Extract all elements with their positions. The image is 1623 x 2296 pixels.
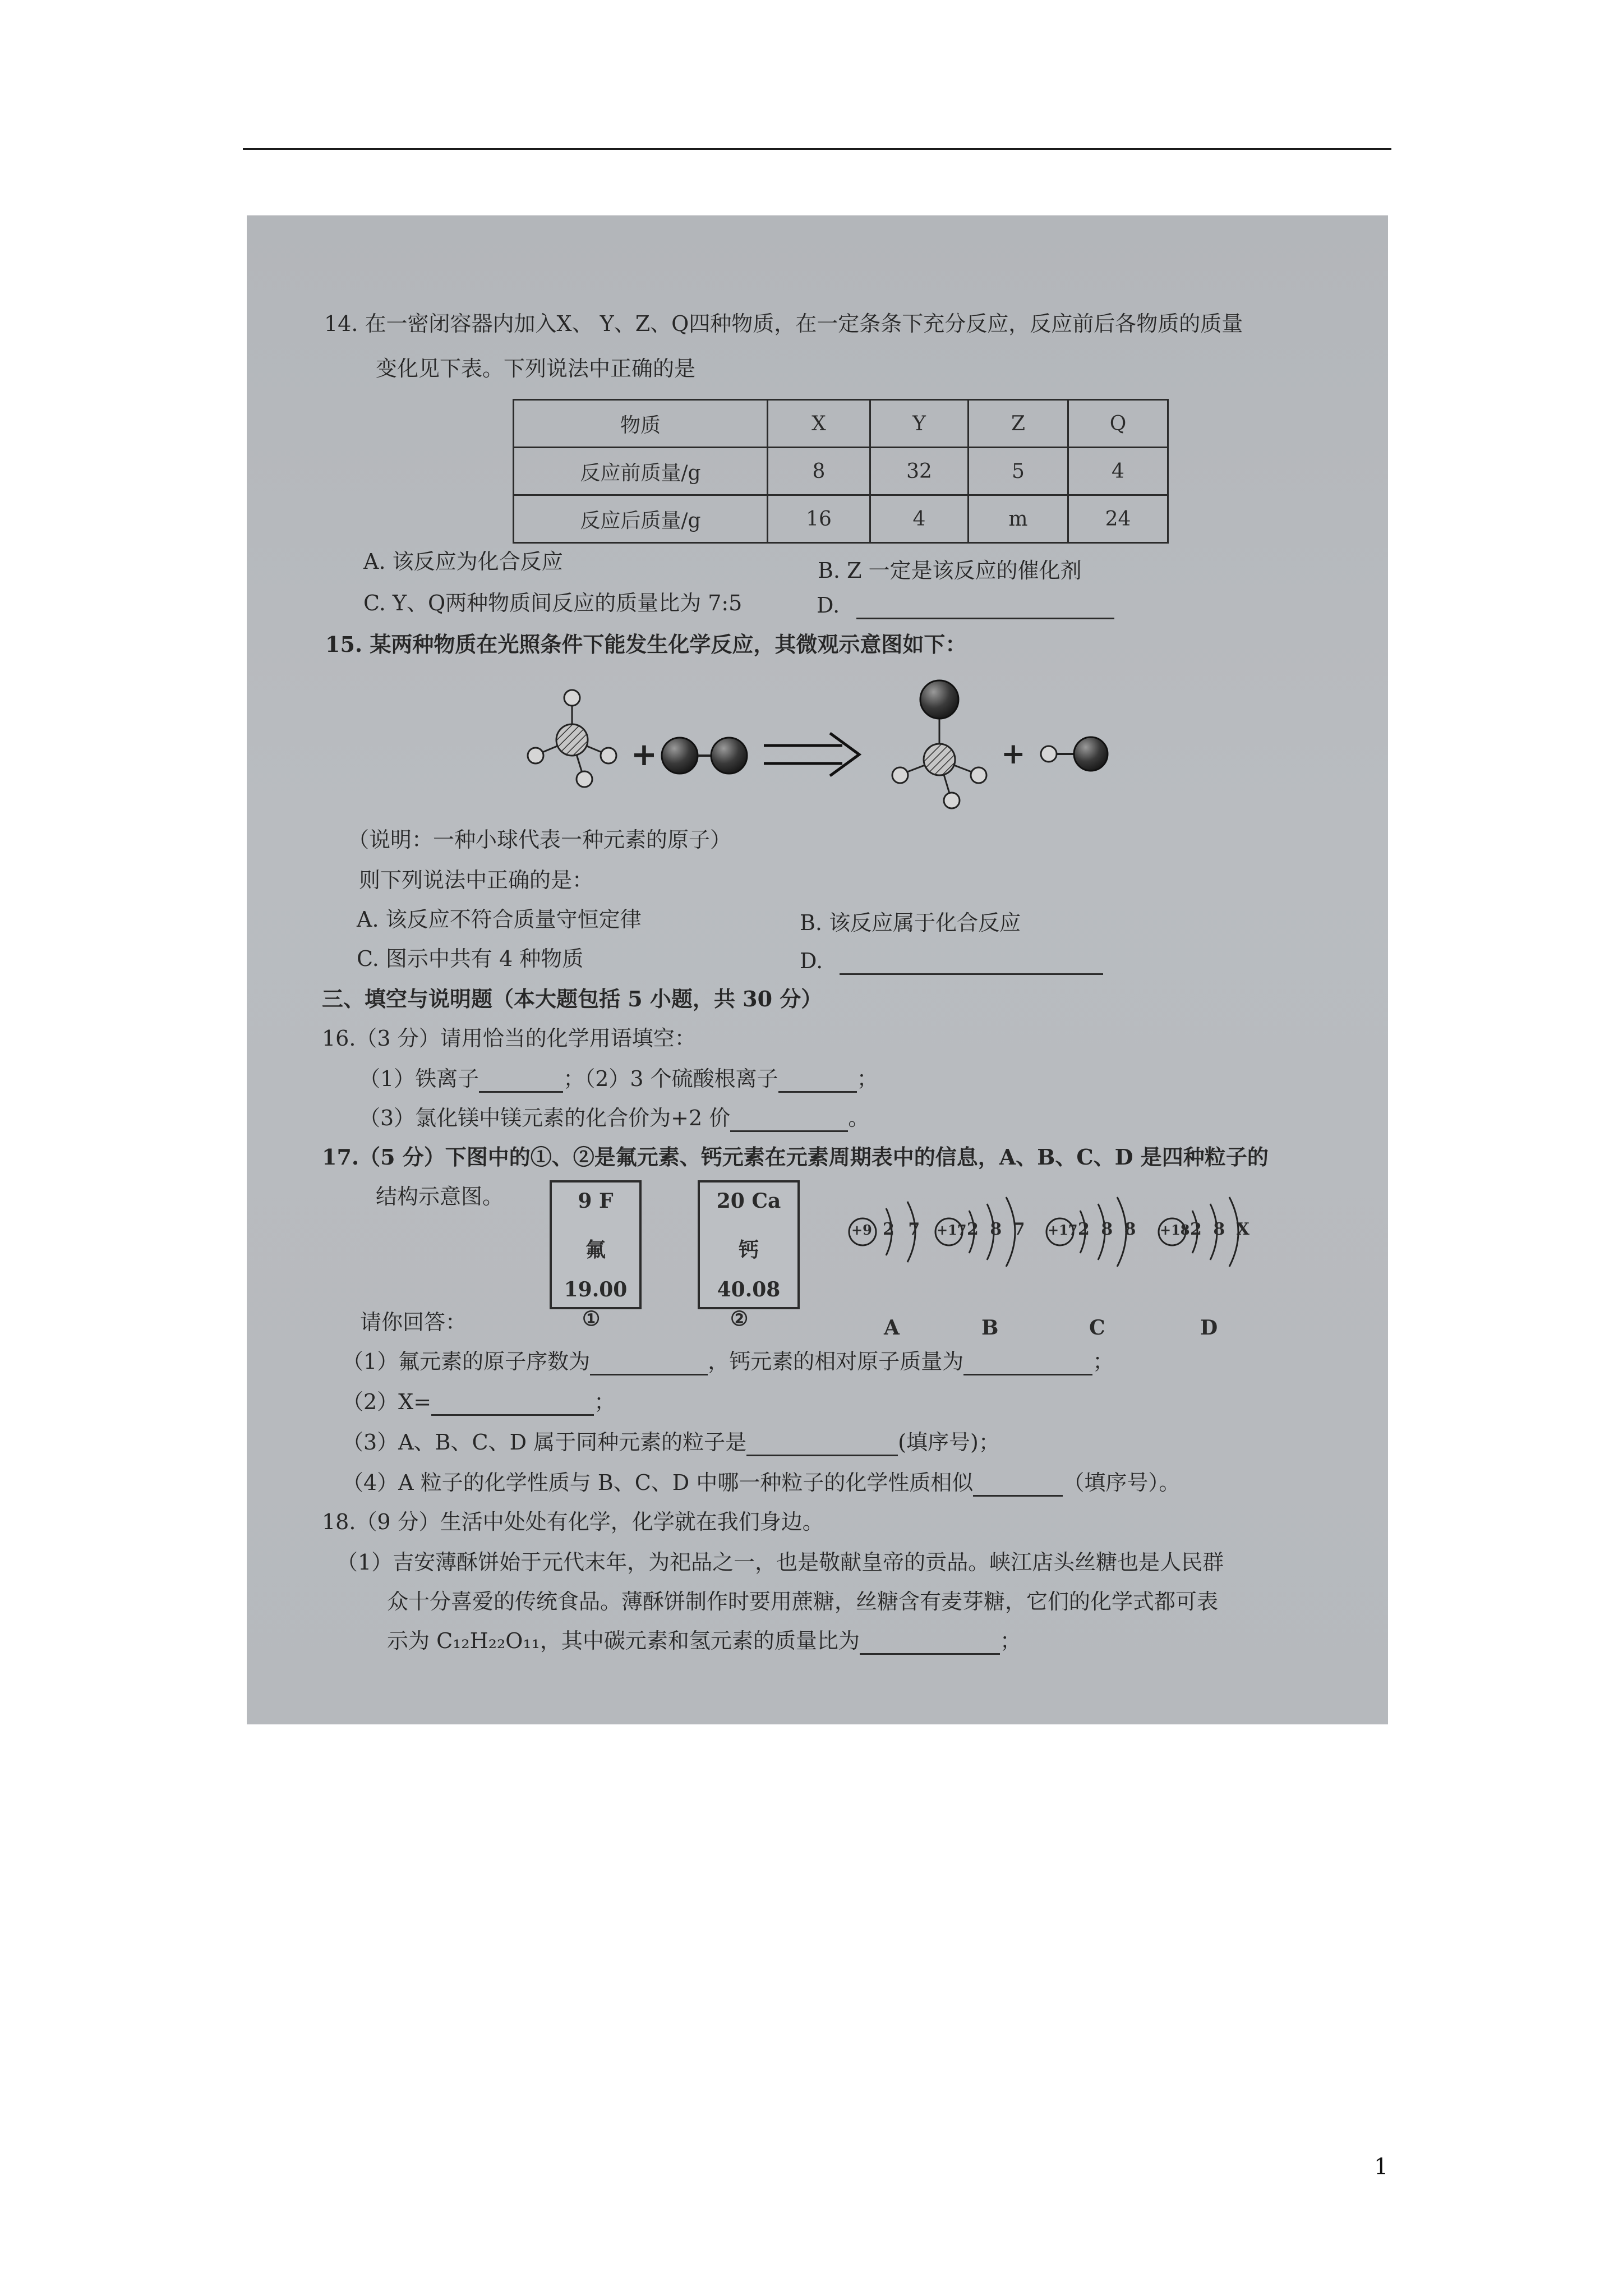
atom-b-shells: 2 8 7 bbox=[967, 1220, 1025, 1239]
calcium-tag: ② bbox=[730, 1307, 749, 1331]
q16-line2 bbox=[359, 1104, 869, 1132]
atom-c-shells: 2 8 8 bbox=[1078, 1220, 1136, 1239]
q17-a3-label: （3）A、B、C、D 属于同种元素的粒子是 bbox=[342, 1430, 747, 1455]
q16-blank-1 bbox=[479, 1069, 563, 1093]
q17-stem-line2: 结构示意图。 bbox=[376, 1184, 504, 1209]
q15-reaction-diagram bbox=[510, 667, 1329, 830]
atom-diagram-c bbox=[1043, 1186, 1161, 1276]
q17-answer-1 bbox=[342, 1347, 1114, 1375]
atom-d-label: D bbox=[1200, 1316, 1218, 1340]
table-cell: 4 bbox=[870, 495, 969, 543]
table-cell: Q bbox=[1068, 400, 1168, 448]
table-cell: 24 bbox=[1068, 495, 1168, 543]
table-cell: Y bbox=[870, 400, 969, 448]
atom-diagram-b bbox=[932, 1186, 1050, 1276]
calcium-number-symbol: 20 Ca bbox=[716, 1189, 781, 1213]
table-header-row bbox=[514, 400, 1168, 448]
fluorine-mass: 19.00 bbox=[564, 1278, 628, 1301]
q17-ask: 请你回答： bbox=[360, 1310, 467, 1335]
q17-answer-3 bbox=[342, 1428, 1000, 1456]
atom-d-shells: 2 8 X bbox=[1190, 1220, 1249, 1239]
fluorine-name: 氟 bbox=[585, 1238, 606, 1262]
q15-option-d bbox=[800, 947, 1103, 975]
q17-a1-label: （1）氟元素的原子序数为 bbox=[342, 1349, 591, 1374]
q17-blank-5 bbox=[973, 1473, 1063, 1497]
reaction-arrow bbox=[764, 733, 859, 776]
q18-p3-end: ； bbox=[999, 1628, 1021, 1653]
q15-ask: 则下列说法中正确的是： bbox=[359, 868, 594, 892]
q17-a3-end: (填序号)； bbox=[898, 1430, 1000, 1455]
table-cell: 4 bbox=[1068, 448, 1168, 495]
q18-paragraph-line2: 众十分喜爱的传统食品。薄酥饼制作时要用蔗糖，丝糖含有麦芽糖，它们的化学式都可表 bbox=[387, 1589, 1219, 1614]
q14-stem-line1: 14. 在一密闭容器内加入X、 Y、Z、Q四种物质，在一定条条下充分反应，反应前后各物质的质量 bbox=[324, 311, 1243, 336]
atom-d-nucleus: +18 bbox=[1160, 1222, 1190, 1238]
table-cell: m bbox=[969, 495, 1068, 543]
q15-option-b: B. 该反应属于化合反应 bbox=[800, 910, 1021, 935]
q14-stem-line2: 变化见下表。下列说法中正确的是 bbox=[376, 356, 696, 381]
q18-p3-label: 示为 C₁₂H₂₂O₁₁，其中碳元素和氢元素的质量比为 bbox=[387, 1628, 860, 1653]
q15-stem: 15. 某两种物质在光照条件下能发生化学反应，其微观示意图如下： bbox=[325, 632, 967, 657]
q17-a4-end: （填序号）。 bbox=[1063, 1470, 1181, 1495]
q16-stem: 16.（3 分）请用恰当的化学用语填空： bbox=[322, 1026, 696, 1051]
q16-blank-2 bbox=[778, 1069, 857, 1093]
table-cell: 8 bbox=[768, 448, 870, 495]
q18-stem: 18.（9 分）生活中处处有化学，化学就在我们身边。 bbox=[322, 1510, 824, 1534]
section-3-heading: 三、填空与说明题（本大题包括 5 小题，共 30 分） bbox=[322, 986, 823, 1011]
product-molecule-1 bbox=[892, 680, 986, 808]
q17-blank-4 bbox=[746, 1432, 898, 1456]
scanned-exam-photo bbox=[247, 215, 1388, 1724]
table-cell: 16 bbox=[768, 495, 870, 543]
atom-a-nucleus: +9 bbox=[851, 1222, 872, 1238]
q16-part3-label: （3）氯化镁中镁元素的化合价为+2 价 bbox=[359, 1106, 731, 1130]
q15-answer-blank bbox=[840, 951, 1103, 975]
q17-a1-label-2: ，钙元素的相对原子质量为 bbox=[708, 1349, 964, 1374]
q17-a2-label: （2）X= bbox=[342, 1389, 432, 1414]
q17-a4-label: （4）A 粒子的化学性质与 B、C、D 中哪一种粒子的化学性质相似 bbox=[342, 1470, 974, 1495]
fluorine-tag: ① bbox=[582, 1307, 601, 1331]
periodic-cell-calcium bbox=[698, 1180, 800, 1309]
q14-option-b: B. Z 一定是该反应的催化剂 bbox=[818, 558, 1082, 583]
q14-option-a: A. 该反应为化合反应 bbox=[363, 549, 563, 574]
svg-text:+: + bbox=[631, 737, 657, 773]
calcium-mass: 40.08 bbox=[717, 1278, 781, 1301]
q14-option-c: C. Y、Q两种物质间反应的质量比为 7:5 bbox=[363, 591, 743, 615]
q16-part2-label: ；（2）3 个硫酸根离子 bbox=[563, 1066, 778, 1091]
table-cell: 物质 bbox=[514, 400, 768, 448]
table-cell: 32 bbox=[870, 448, 969, 495]
q17-answer-2 bbox=[342, 1388, 615, 1416]
q17-a1-end: ； bbox=[1092, 1349, 1114, 1374]
atom-b-nucleus: +17 bbox=[937, 1222, 967, 1238]
atom-b-label: B bbox=[981, 1316, 999, 1340]
q16-line1 bbox=[359, 1065, 878, 1093]
q18-paragraph-line1: （1）吉安薄酥饼始于元代末年，为祀品之一，也是敬献皇帝的贡品。峡江店头丝糖也是人民群 bbox=[336, 1550, 1224, 1575]
q16-part2-end: ； bbox=[856, 1066, 878, 1091]
q14-option-d-label: D. bbox=[817, 593, 840, 618]
table-row bbox=[514, 495, 1168, 543]
q17-blank-1 bbox=[590, 1351, 708, 1375]
table-cell: 反应前质量/g bbox=[514, 448, 768, 495]
reactant-molecule-2 bbox=[662, 738, 747, 774]
table-cell: X bbox=[768, 400, 870, 448]
product-molecule-2 bbox=[1041, 737, 1108, 771]
q17-stem-line1: 17.（5 分）下图中的①、②是氟元素、钙元素在元素周期表中的信息，A、B、C、D 是四种粒子的 bbox=[322, 1144, 1269, 1170]
q15-note: （说明：一种小球代表一种元素的原子） bbox=[348, 827, 732, 852]
calcium-name: 钙 bbox=[738, 1238, 759, 1262]
q14-mass-table bbox=[513, 399, 1169, 544]
table-cell: 反应后质量/g bbox=[514, 495, 768, 543]
q16-blank-3 bbox=[730, 1108, 848, 1132]
reactant-molecule-1 bbox=[528, 690, 616, 787]
q14-answer-blank bbox=[856, 595, 1114, 619]
q17-a2-end: ； bbox=[594, 1389, 616, 1414]
atom-a-shells: 2 7 bbox=[883, 1220, 920, 1239]
q18-paragraph-line3 bbox=[387, 1627, 1021, 1655]
atom-a-label: A bbox=[884, 1316, 900, 1340]
q15-option-d-label: D. bbox=[800, 949, 823, 973]
q14-option-d bbox=[817, 591, 1114, 619]
q18-blank-1 bbox=[860, 1631, 1000, 1655]
table-cell: 5 bbox=[969, 448, 1068, 495]
header-rule bbox=[243, 148, 1391, 150]
fluorine-number-symbol: 9 F bbox=[578, 1189, 614, 1213]
q17-answer-4 bbox=[342, 1469, 1180, 1497]
atom-diagram-d bbox=[1155, 1186, 1273, 1276]
atom-c-label: C bbox=[1089, 1316, 1105, 1340]
q17-blank-2 bbox=[963, 1351, 1092, 1375]
table-cell: Z bbox=[969, 400, 1068, 448]
q16-part1-label: （1）铁离子 bbox=[359, 1066, 479, 1091]
atom-c-nucleus: +17 bbox=[1048, 1222, 1078, 1238]
svg-text:+: + bbox=[1001, 737, 1026, 771]
periodic-cell-fluorine bbox=[550, 1180, 642, 1309]
q15-option-c: C. 图示中共有 4 种物质 bbox=[357, 946, 584, 971]
q15-option-a: A. 该反应不符合质量守恒定律 bbox=[357, 907, 642, 932]
q16-part3-end: 。 bbox=[848, 1106, 870, 1130]
q17-blank-3 bbox=[431, 1392, 594, 1416]
table-row bbox=[514, 448, 1168, 495]
page-number: 1 bbox=[1374, 2154, 1389, 2180]
